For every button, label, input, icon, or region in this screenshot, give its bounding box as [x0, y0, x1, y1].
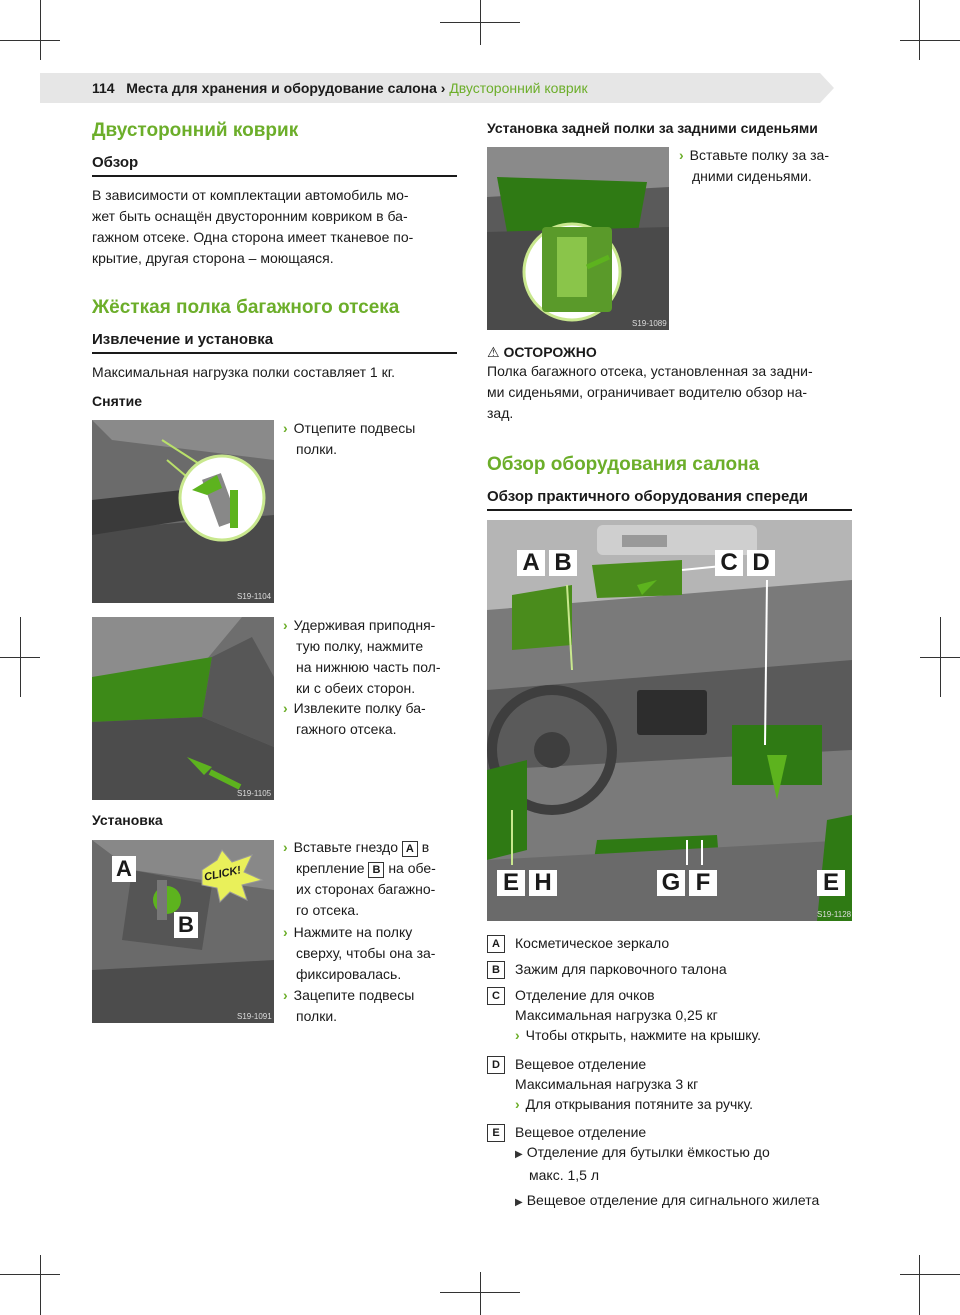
figure-code: S19-1091 — [237, 1012, 272, 1021]
shelf-title: Жёсткая полка багажного отсека — [92, 297, 400, 318]
step-attach-hooks: › Зацепите подвесы полки. — [283, 987, 415, 1024]
figure-code: S19-1128 — [817, 910, 852, 919]
figure-label-a: A — [112, 856, 136, 882]
legend-key-d: D — [487, 1056, 505, 1074]
page-title: Двусторонний коврик — [92, 120, 299, 141]
legend-text-d: Вещевое отделение Максимальная нагрузка 3 кг › Для открывания потяните за ручку. — [515, 1056, 754, 1112]
chevron-icon: › — [283, 700, 288, 716]
key-b: B — [368, 862, 384, 878]
section-title: Места для хранения и оборудование салона — [126, 80, 437, 96]
figure-install-shelf — [92, 840, 274, 1023]
overview-heading: Обзор — [92, 154, 139, 171]
legend-text-e: Вещевое отделение ▶ Отделение для бутылки ёмкостью до макс. 1,5 л ▶ Вещевое отделение для сигнального жилета — [515, 1124, 820, 1208]
crop-mark — [900, 40, 960, 41]
callout-g: G — [657, 870, 685, 896]
chevron-icon: › — [283, 924, 288, 940]
legend-text-b: Зажим для парковочного талона — [515, 961, 727, 977]
callout-a: A — [517, 550, 545, 576]
crop-mark — [480, 0, 481, 45]
figure-code: S19-1105 — [237, 789, 272, 798]
breadcrumb-separator: › — [440, 80, 446, 96]
chevron-icon: › — [515, 1027, 520, 1043]
divider — [487, 509, 852, 511]
click-callout: CLICK! — [203, 864, 243, 884]
crop-mark — [20, 617, 21, 697]
crop-mark — [919, 1255, 920, 1315]
interior-title: Обзор оборудования салона — [487, 454, 760, 475]
page-header — [92, 80, 588, 96]
crop-mark — [919, 0, 920, 60]
removal-label: Снятие — [92, 393, 142, 409]
figure-label-b: B — [174, 912, 198, 938]
figure-front-interior — [487, 520, 852, 921]
practical-heading: Обзор практичного оборудования спереди — [487, 488, 809, 505]
callout-e-left: E — [497, 870, 525, 896]
legend-key-e: E — [487, 1124, 505, 1142]
triangle-bullet-icon: ▶ — [515, 1149, 523, 1160]
callout-c: C — [715, 550, 743, 576]
header-arrow — [820, 73, 834, 103]
figure-code: S19-1089 — [632, 319, 667, 328]
callout-d: D — [747, 550, 775, 576]
breadcrumb: Двусторонний коврик — [449, 80, 588, 96]
crop-mark — [0, 40, 60, 41]
chevron-icon: › — [283, 617, 288, 633]
removal-install-heading: Извлечение и установка — [92, 331, 274, 348]
step-insert-socket: › Вставьте гнездо A в крепление B на обе- их сторонах багажно- го отсека. — [283, 839, 436, 918]
crop-mark — [40, 1255, 41, 1315]
divider — [92, 352, 457, 354]
chevron-icon: › — [515, 1096, 520, 1112]
warning-text: Полка багажного отсека, установленная за задни- ми сиденьями, ограничивает водителю обзор на- зад. — [487, 363, 813, 421]
chevron-icon: › — [283, 839, 288, 855]
triangle-bullet-icon: ▶ — [515, 1197, 523, 1208]
callout-h: H — [529, 870, 557, 896]
page-number: 114 — [92, 80, 115, 96]
callout-e-right: E — [817, 870, 845, 896]
chevron-icon: › — [679, 147, 684, 163]
figure-code: S19-1104 — [237, 592, 272, 601]
warning-icon: ⚠ — [487, 344, 500, 360]
legend-key-a: A — [487, 935, 505, 953]
figure-hook-removal — [92, 420, 274, 603]
callout-f: F — [689, 870, 717, 896]
crop-mark — [480, 1272, 481, 1315]
chevron-icon: › — [283, 420, 288, 436]
legend-key-b: B — [487, 961, 505, 979]
step-insert-rear-shelf: › Вставьте полку за за- дними сиденьями. — [679, 147, 829, 184]
max-load-text: Максимальная нагрузка полки составляет 1 кг. — [92, 364, 395, 380]
crop-mark — [940, 617, 941, 697]
divider — [92, 175, 457, 177]
chevron-icon: › — [283, 987, 288, 1003]
figure-rear-shelf — [487, 147, 669, 330]
legend-key-c: C — [487, 987, 505, 1005]
rear-install-heading: Установка задней полки за задними сиденьями — [487, 120, 818, 136]
overview-text: В зависимости от комплектации автомобиль мо- жет быть оснащён двусторонним ковриком в ба- гажном отсеке. Одна сторона имеет тканевое по- крытие, другая сторона – моющаяся. — [92, 187, 414, 266]
crop-mark — [900, 1274, 960, 1275]
step-remove-hooks: › Отцепите подвесы полки. — [283, 420, 416, 457]
crop-mark — [0, 1274, 60, 1275]
step-remove-shelf: › Извлеките полку ба- гажного отсека. — [283, 700, 426, 737]
step-press-shelf-top: › Нажмите на полку сверху, чтобы она за- фиксировалась. — [283, 924, 436, 982]
key-a: A — [402, 841, 418, 857]
figure-lift-shelf — [92, 617, 274, 800]
install-label: Установка — [92, 812, 163, 828]
step-press-shelf: › Удерживая приподня- тую полку, нажмите на нижнюю часть пол- ки с обеих сторон. — [283, 617, 441, 696]
warning-title: ⚠ ОСТОРОЖНО — [487, 344, 597, 360]
legend-text-a: Косметическое зеркало — [515, 935, 670, 951]
crop-mark — [40, 0, 41, 60]
callout-b: B — [549, 550, 577, 576]
legend-text-c: Отделение для очков Максимальная нагрузка 0,25 кг › Чтобы открыть, нажмите на крышку. — [515, 987, 762, 1043]
